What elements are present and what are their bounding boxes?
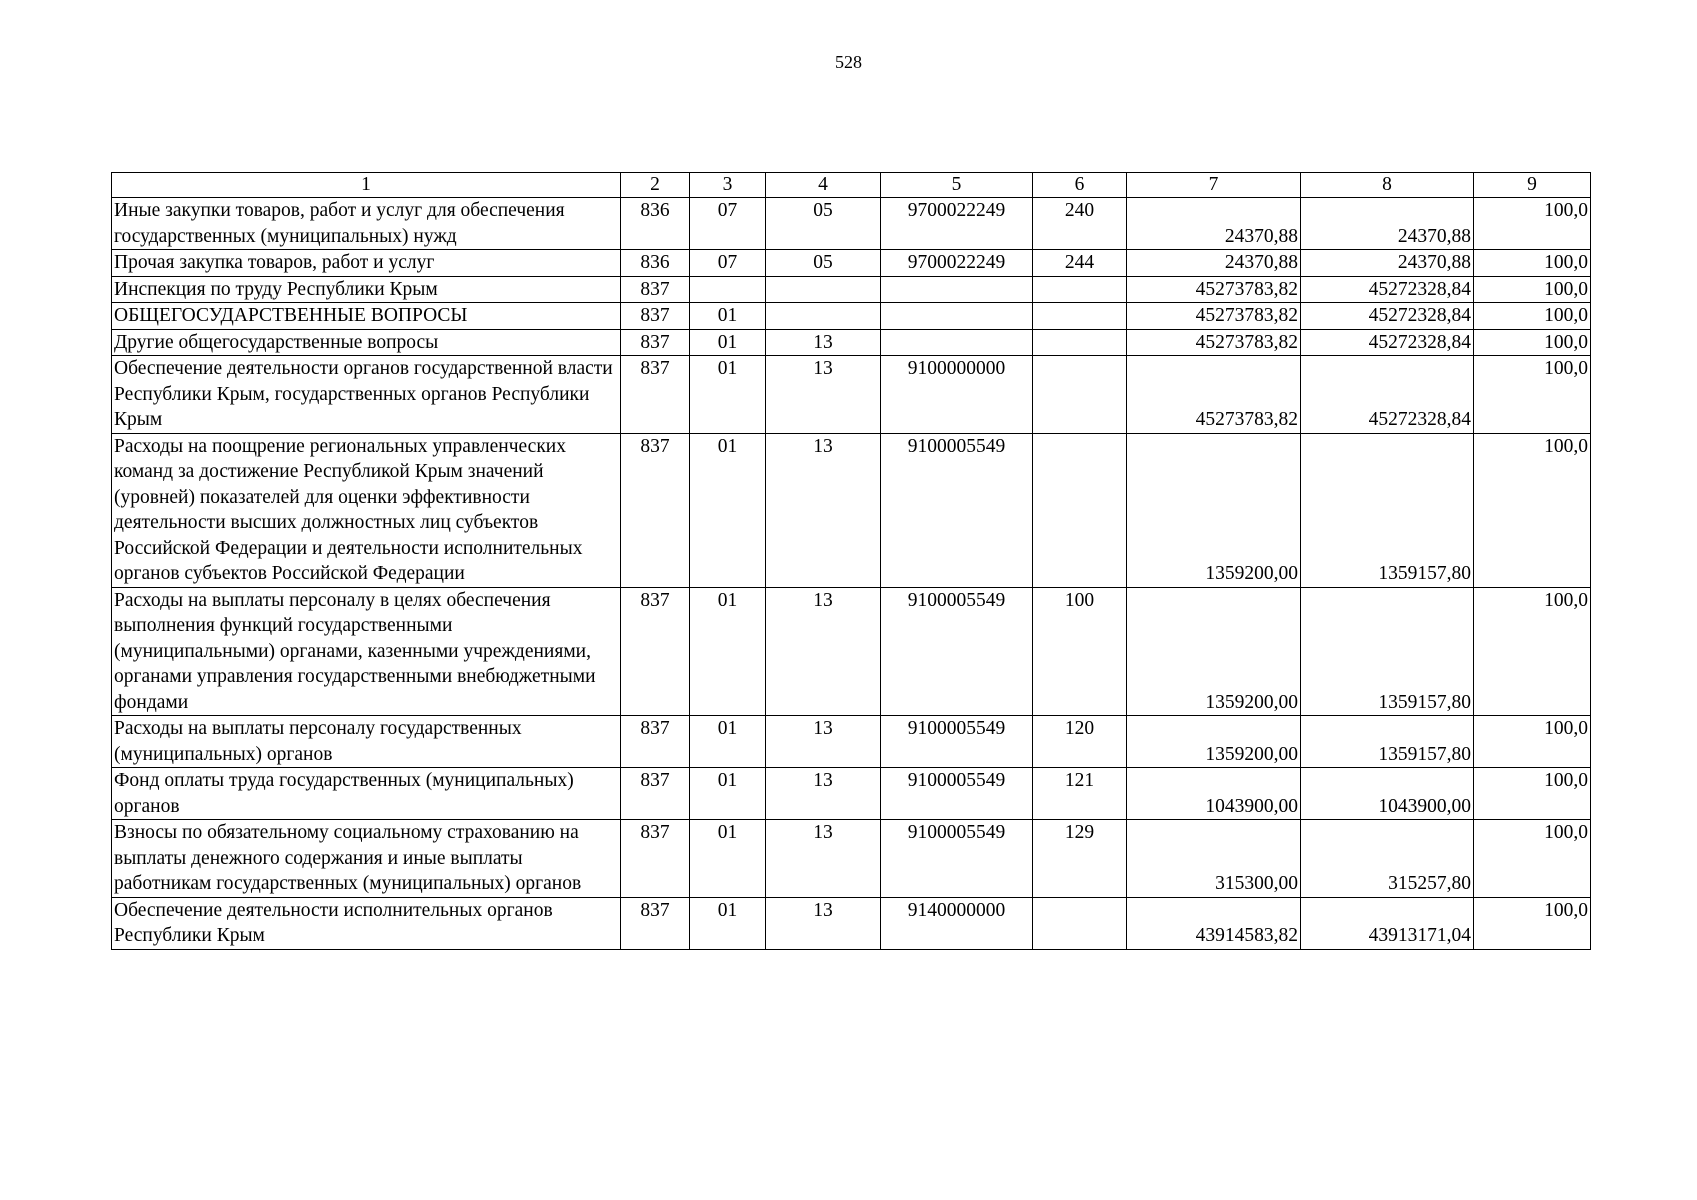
row-ministry-code: 837 [621,329,690,356]
row-percent: 100,0 [1474,303,1591,330]
row-subsection: 13 [766,820,881,898]
row-subsection [766,303,881,330]
row-executed-amount: 45272328,84 [1301,276,1474,303]
header-cell: 1 [112,173,621,198]
row-target-article: 9100005549 [881,587,1033,716]
row-section: 01 [690,303,766,330]
header-cell: 6 [1033,173,1127,198]
row-percent: 100,0 [1474,433,1591,587]
table-row [112,716,1591,768]
row-section: 07 [690,198,766,250]
row-expense-type [1033,433,1127,587]
row-expense-type [1033,356,1127,434]
row-planned-amount: 45273783,82 [1127,276,1301,303]
row-section: 01 [690,587,766,716]
row-target-article [881,276,1033,303]
row-executed-amount: 24370,88 [1301,198,1474,250]
row-subsection: 13 [766,587,881,716]
row-planned-amount: 1359200,00 [1127,587,1301,716]
row-planned-amount: 43914583,82 [1127,897,1301,949]
row-subsection: 05 [766,250,881,277]
row-subsection: 13 [766,768,881,820]
row-executed-amount: 1043900,00 [1301,768,1474,820]
row-name: Обеспечение деятельности исполнительных органов Республики Крым [112,897,621,949]
row-target-article: 9700022249 [881,250,1033,277]
row-target-article: 9100005549 [881,433,1033,587]
row-percent: 100,0 [1474,897,1591,949]
table-row [112,303,1591,330]
row-ministry-code: 837 [621,276,690,303]
row-planned-amount: 1043900,00 [1127,768,1301,820]
row-expense-type [1033,329,1127,356]
table-row [112,356,1591,434]
row-planned-amount: 1359200,00 [1127,716,1301,768]
row-expense-type [1033,276,1127,303]
header-cell: 5 [881,173,1033,198]
row-ministry-code: 836 [621,198,690,250]
table-row [112,198,1591,250]
row-planned-amount: 45273783,82 [1127,356,1301,434]
row-name: Расходы на выплаты персоналу государственных (муниципальных) органов [112,716,621,768]
row-ministry-code: 837 [621,303,690,330]
row-section: 07 [690,250,766,277]
row-executed-amount: 43913171,04 [1301,897,1474,949]
row-subsection: 13 [766,329,881,356]
row-percent: 100,0 [1474,276,1591,303]
header-cell: 3 [690,173,766,198]
header-cell: 2 [621,173,690,198]
row-percent: 100,0 [1474,820,1591,898]
row-target-article: 9100005549 [881,768,1033,820]
row-name: Фонд оплаты труда государственных (муниципальных) органов [112,768,621,820]
row-subsection: 13 [766,716,881,768]
row-expense-type: 240 [1033,198,1127,250]
row-name: Инспекция по труду Республики Крым [112,276,621,303]
row-name: Расходы на выплаты персоналу в целях обеспечения выполнения функций государственными (муниципальными) органами, казенными учреждениями, органами управления государственными внебюджетными фондами [112,587,621,716]
row-expense-type: 121 [1033,768,1127,820]
page-number: 528 [835,52,862,72]
header-row [112,173,1591,198]
row-percent: 100,0 [1474,250,1591,277]
row-section: 01 [690,768,766,820]
row-section: 01 [690,716,766,768]
row-executed-amount: 45272328,84 [1301,329,1474,356]
row-target-article [881,329,1033,356]
header-cell: 8 [1301,173,1474,198]
row-executed-amount: 315257,80 [1301,820,1474,898]
row-subsection: 13 [766,433,881,587]
row-expense-type: 120 [1033,716,1127,768]
header-cell: 4 [766,173,881,198]
row-subsection: 13 [766,897,881,949]
row-expense-type: 100 [1033,587,1127,716]
row-planned-amount: 24370,88 [1127,198,1301,250]
row-name: Обеспечение деятельности органов государственной власти Республики Крым, государственных органов Республики Крым [112,356,621,434]
row-subsection: 05 [766,198,881,250]
row-section: 01 [690,433,766,587]
row-executed-amount: 1359157,80 [1301,433,1474,587]
table-row [112,250,1591,277]
row-planned-amount: 45273783,82 [1127,329,1301,356]
row-target-article: 9100005549 [881,716,1033,768]
table-row [112,433,1591,587]
row-executed-amount: 45272328,84 [1301,303,1474,330]
row-percent: 100,0 [1474,356,1591,434]
row-percent: 100,0 [1474,587,1591,716]
header-cell: 7 [1127,173,1301,198]
budget-table [111,172,1591,950]
row-executed-amount: 24370,88 [1301,250,1474,277]
row-percent: 100,0 [1474,329,1591,356]
row-ministry-code: 837 [621,587,690,716]
row-expense-type: 129 [1033,820,1127,898]
row-name: ОБЩЕГОСУДАРСТВЕННЫЕ ВОПРОСЫ [112,303,621,330]
row-name: Расходы на поощрение региональных управленческих команд за достижение Республикой Крым значений (уровней) показателей для оценки эффективности деятельности высших должностных лиц субъектов Российской Федерации и деятельности исполнительных органов субъектов Российской Федерации [112,433,621,587]
row-name: Прочая закупка товаров, работ и услуг [112,250,621,277]
row-section: 01 [690,897,766,949]
row-executed-amount: 1359157,80 [1301,716,1474,768]
table-row [112,329,1591,356]
row-target-article [881,303,1033,330]
row-target-article: 9100000000 [881,356,1033,434]
table-row [112,897,1591,949]
row-subsection [766,276,881,303]
row-ministry-code: 837 [621,716,690,768]
row-planned-amount: 315300,00 [1127,820,1301,898]
row-percent: 100,0 [1474,198,1591,250]
row-ministry-code: 837 [621,897,690,949]
row-target-article: 9100005549 [881,820,1033,898]
row-section: 01 [690,329,766,356]
row-ministry-code: 837 [621,433,690,587]
row-target-article: 9700022249 [881,198,1033,250]
row-expense-type [1033,303,1127,330]
row-executed-amount: 1359157,80 [1301,587,1474,716]
row-section: 01 [690,820,766,898]
row-name: Взносы по обязательному социальному страхованию на выплаты денежного содержания и иные выплаты работникам государственных (муниципальных) органов [112,820,621,898]
table-row [112,276,1591,303]
row-executed-amount: 45272328,84 [1301,356,1474,434]
row-section: 01 [690,356,766,434]
row-expense-type [1033,897,1127,949]
row-planned-amount: 24370,88 [1127,250,1301,277]
row-name: Иные закупки товаров, работ и услуг для обеспечения государственных (муниципальных) нужд [112,198,621,250]
row-planned-amount: 1359200,00 [1127,433,1301,587]
row-section [690,276,766,303]
row-percent: 100,0 [1474,716,1591,768]
row-ministry-code: 837 [621,768,690,820]
row-subsection: 13 [766,356,881,434]
row-ministry-code: 837 [621,356,690,434]
table-row [112,768,1591,820]
table-row [112,587,1591,716]
row-target-article: 9140000000 [881,897,1033,949]
row-ministry-code: 837 [621,820,690,898]
row-ministry-code: 836 [621,250,690,277]
row-percent: 100,0 [1474,768,1591,820]
header-cell: 9 [1474,173,1591,198]
row-name: Другие общегосударственные вопросы [112,329,621,356]
row-planned-amount: 45273783,82 [1127,303,1301,330]
row-expense-type: 244 [1033,250,1127,277]
table-row [112,820,1591,898]
